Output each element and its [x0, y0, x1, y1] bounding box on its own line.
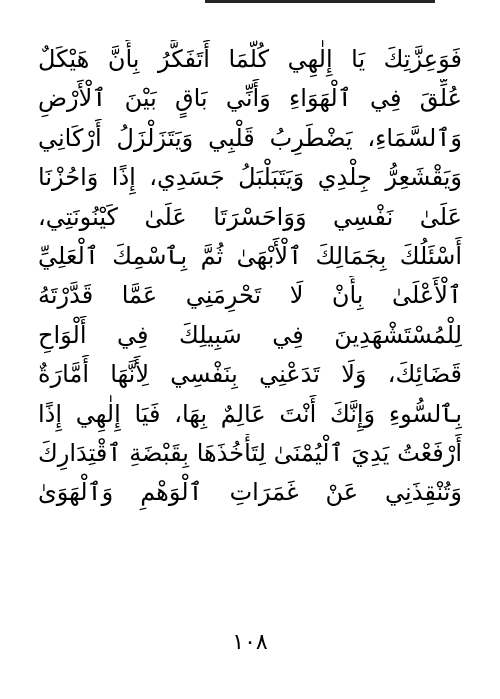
- text-line-7: ٱلْأَعْلَىٰ بِأَنْ لَا تَحْرِمَنِي عَمَّا قَدَّرْتَهُ: [38, 281, 462, 310]
- text-line-2: عُلِّقَ فِي ٱلْهَوَاءِ وَأَنِّي بَاقٍ بَيْنَ ٱلْأَرْضِ: [38, 84, 462, 113]
- text-line-3: وَٱلسَّمَاءِ، يَضْطَرِبُ قَلْبِي وَيَتَزَلْزَلُ أَرْكَانِي: [38, 123, 462, 152]
- text-line-1: فَوَعِزَّتِكَ يَا إِلٰهِي كُلَّمَا أَتَفَكَّرُ بِأَنَّ هَيْكَلٌ: [38, 45, 462, 73]
- prayer-text-block: [0, 40, 500, 513]
- top-border-rule: [205, 0, 435, 3]
- text-line-10: بِٱلسُّوءِ وَإِنَّكَ أَنْتَ عَالِمٌ بِهَا، فَيَا إِلٰهِي إِذًا: [38, 399, 462, 428]
- text-line-4: وَيَقْشَعِرُّ جِلْدِي وَيَتَبَلْبَلُ جَسَدِي، إِذًا وَاحُزْنَا: [38, 163, 462, 192]
- text-line-12: وَتُنْقِذَنِي عَنْ غَمَرَاتِ ٱلْوَهْمِ وَٱلْهَوَىٰ: [38, 478, 462, 507]
- text-line-8: لِلْمُسْتَشْهَدِينَ فِي سَبِيلِكَ فِي أَلْوَاحِ: [38, 320, 462, 349]
- text-line-11: أَرْفَعْتُ يَدِيَ ٱلْيُمْنَىٰ لِتَأْخُذَهَا بِقَبْضَةِ ٱقْتِدَارِكَ: [38, 438, 462, 467]
- text-line-6: أَسْئَلُكَ بِجَمَالِكَ ٱلْأَبْهَىٰ ثُمَّ بِٱسْمِكَ ٱلْعَلِيِّ: [38, 241, 462, 270]
- page-number: ١٠٨: [232, 630, 268, 655]
- text-line-5: عَلَىٰ نَفْسِي وَوَاحَسْرَتَا عَلَىٰ كَيْنُونَتِي،: [38, 202, 462, 231]
- text-line-9: قَضَائِكَ، وَلَا تَدَعْنِي بِنَفْسِي لِأَنَّهَا أَمَّارَةٌ: [38, 360, 462, 389]
